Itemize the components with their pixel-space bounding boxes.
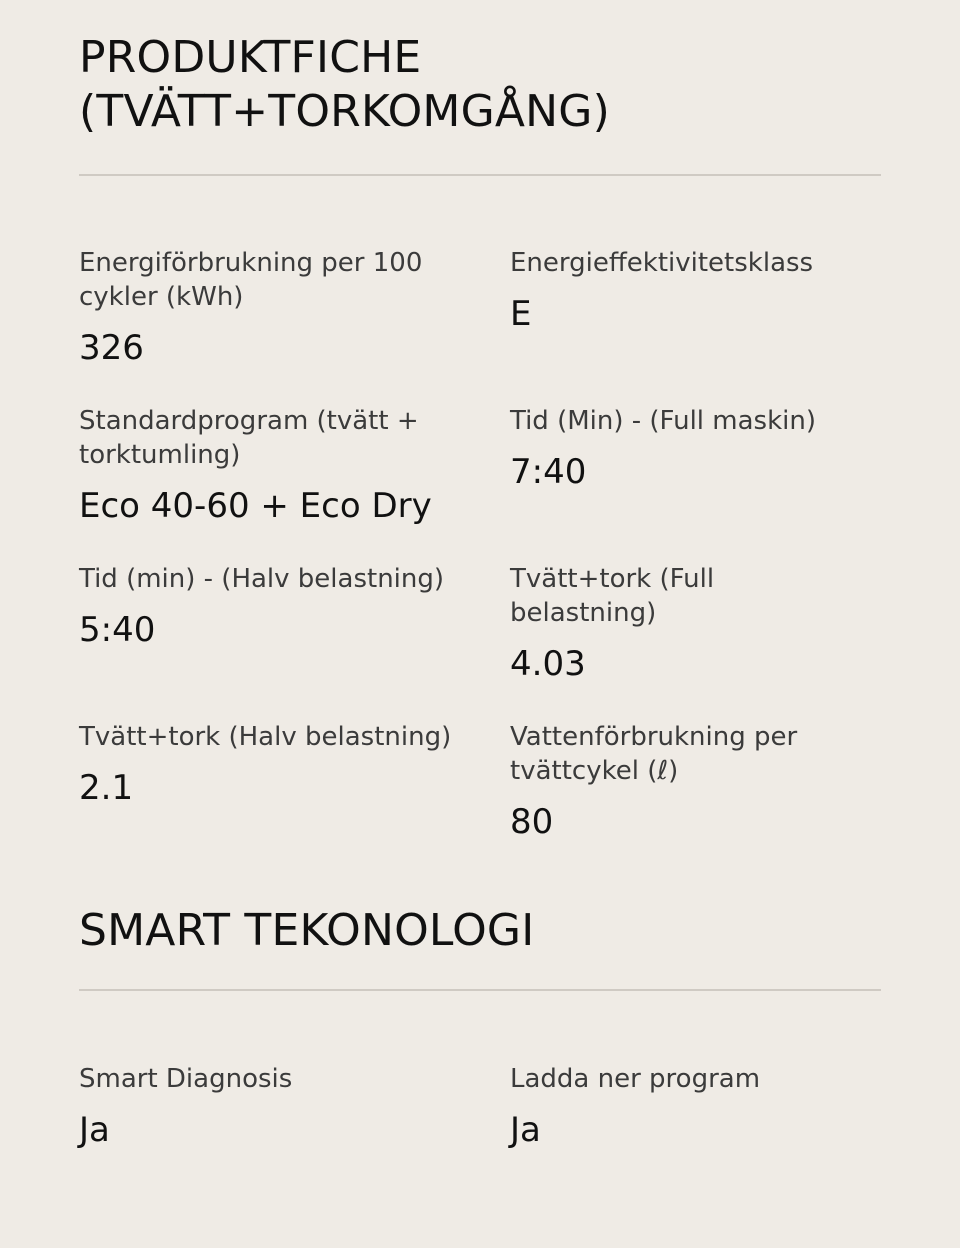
spec-grid-produktfiche	[79, 246, 881, 878]
spec-label: Tid (Min) - (Full maskin)	[510, 406, 816, 436]
spec-value: 326	[79, 328, 144, 368]
spec-value: 7:40	[510, 452, 587, 492]
spec-label: Tvätt+tork (Full belastning)	[510, 564, 715, 628]
spec-value: 2.1	[79, 768, 134, 808]
spec-label: Standardprogram (tvätt + torktumling)	[79, 406, 419, 470]
spec-value: 5:40	[79, 610, 156, 650]
section-title-line-1: PRODUKTFICHE	[79, 32, 422, 83]
spec-item-water-consumption	[510, 720, 881, 844]
spec-label: Tid (min) - (Halv belastning)	[79, 564, 445, 594]
spec-item-energy-consumption	[79, 246, 510, 370]
spec-value: 4.03	[510, 644, 586, 684]
section-title-line-2: (TVÄTT+TORKOMGÅNG)	[79, 86, 610, 137]
spec-item-wash-dry-full	[510, 562, 881, 686]
spec-item-smart-diagnosis	[79, 1062, 510, 1152]
section-title-produktfiche	[79, 31, 881, 139]
spec-label: Energiförbrukning per 100 cykler (kWh)	[79, 248, 423, 312]
spec-item-standard-program	[79, 404, 510, 528]
spec-item-download-program	[510, 1062, 881, 1152]
spec-item-time-full	[510, 404, 881, 528]
spec-label: Energieffektivitetsklass	[510, 248, 814, 278]
section-title-smart-teknologi	[79, 904, 881, 958]
section-divider	[79, 174, 881, 176]
spec-value: 80	[510, 802, 554, 842]
spec-grid-smart-teknologi	[79, 1062, 881, 1152]
section-title-line-1: SMART TEKONOLOGI	[79, 905, 535, 956]
spec-label: Ladda ner program	[510, 1064, 761, 1094]
spec-label: Smart Diagnosis	[79, 1064, 293, 1094]
spec-value: E	[510, 294, 532, 334]
spec-value: Eco 40-60 + Eco Dry	[79, 486, 432, 526]
section-divider	[79, 989, 881, 991]
spec-item-time-half	[79, 562, 510, 686]
spec-label: Vattenförbrukning per tvättcykel (ℓ)	[510, 722, 798, 786]
spec-value: Ja	[510, 1110, 541, 1150]
spec-item-energy-class	[510, 246, 881, 370]
spec-label: Tvätt+tork (Halv belastning)	[79, 722, 452, 752]
spec-item-wash-dry-half	[79, 720, 510, 844]
spec-value: Ja	[79, 1110, 110, 1150]
